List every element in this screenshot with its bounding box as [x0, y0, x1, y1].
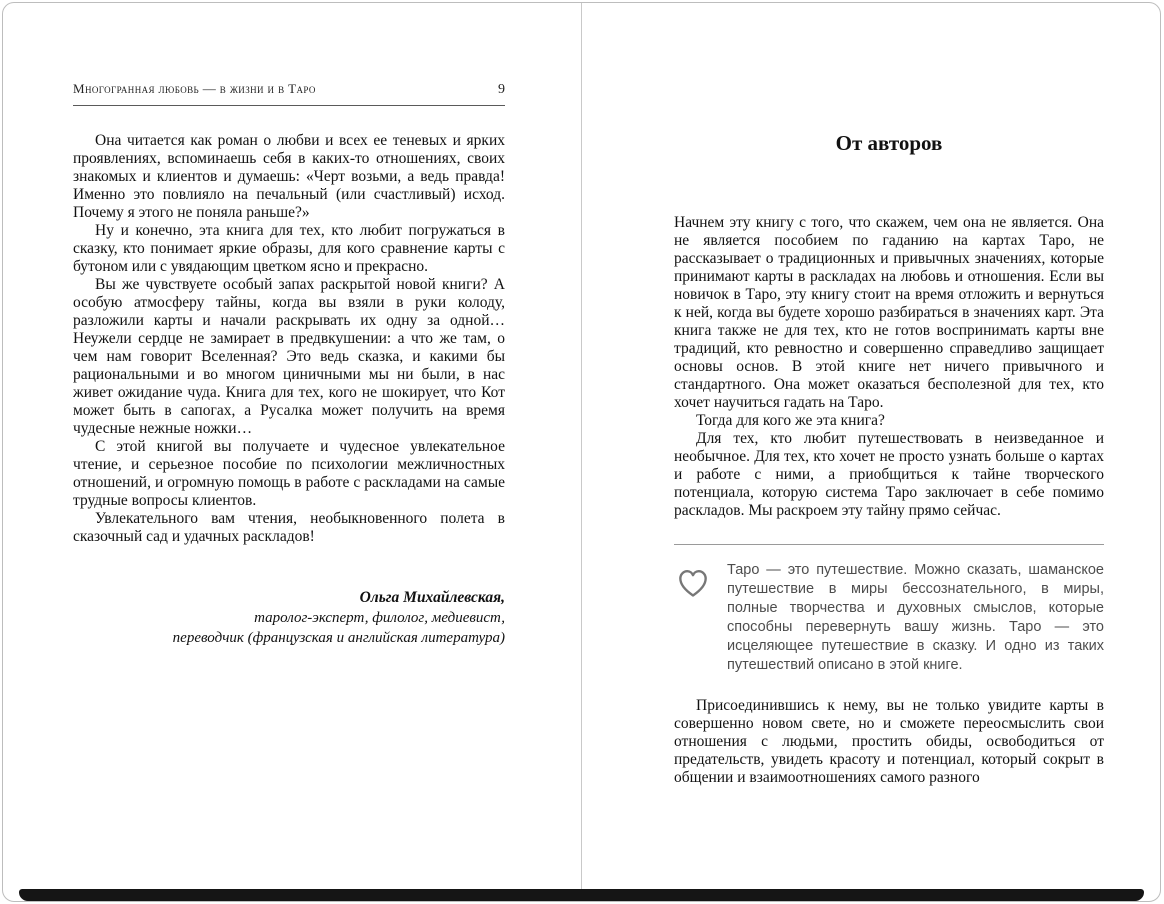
paragraph: Начнем эту книгу с того, что скажем, чем она не является. Она не является пособием по гаданию на картах Таро, не рассказывает о традиционных и привычных значениях, которые принимают карты в раскладах на любовь и отношения. Если вы новичок в Таро, эту книгу стоит на время отложить и вернуться к ней, когда вы будете хорошо разбираться в значениях карт. Эта книга также не для тех, кто не готов воспринимать карты вне традиций, кто ревностно и совершенно справедливо защищает основы основ. В этой книге нет ничего привычного и стандартного. Она может оказаться бесполезной для тех, кто хочет научиться гадать на Таро. — [674, 214, 1104, 411]
paragraph: Увлекательного вам чтения, необыкновенного полета в сказочный сад и удачных раскладов! — [73, 510, 505, 545]
signature-name: Ольга Михайлевская, — [359, 589, 505, 606]
left-page-content — [73, 81, 505, 648]
signature-role-line2: переводчик (французская и английская литература) — [172, 630, 505, 646]
running-head — [73, 81, 505, 106]
closing-text — [674, 697, 1104, 787]
left-page — [3, 3, 581, 889]
callout-text: Таро — это путешествие. Можно сказать, шаманское путешествие в миры бессознательного, в миры, полные творчества и духовных смыслов, которые способны перевернуть вашу жизнь. Таро — это исцеляющее путешествие в сказку. И одно из таких путешествий описано в этой книге. — [727, 562, 1104, 673]
author-signature — [73, 588, 505, 648]
paragraph: Тогда для кого же эта книга? — [696, 412, 885, 429]
right-page — [582, 3, 1160, 889]
heart-outline-icon — [674, 563, 712, 601]
paragraph: Ну и конечно, эта книга для тех, кто любит погружаться в сказку, кто понимает яркие образы, для кого сравнение карты с бутоном или с увядающим цветком ясно и прекрасно. — [73, 222, 505, 275]
signature-role-line1: таролог-эксперт, филолог, медиевист, — [254, 610, 505, 626]
page-gutter-divider — [581, 3, 582, 889]
book-bottom-edge — [19, 889, 1144, 901]
callout-block — [674, 544, 1104, 675]
chapter-title: От авторов — [835, 131, 943, 155]
book-spread — [2, 2, 1161, 902]
paragraph: Присоединившись к нему, вы не только увидите карты в совершенно новом свете, но и сможете переосмыслить свои отношения с людьми, простить обиды, освободиться от предательств, увидеть красоту и потенциал, который сокрыт в общении и взаимоотношениях самого разного — [674, 697, 1104, 786]
paragraph: С этой книгой вы получаете и чудесное увлекательное чтение, и серьезное пособие по психологии межличностных отношений, и огромную помощь в работе с раскладами на самые трудные вопросы клиентов. — [73, 438, 505, 509]
page-number: 9 — [498, 82, 505, 97]
paragraph: Она читается как роман о любви и всех ее теневых и ярких проявлениях, вспоминаешь себя в каких-то отношениях, своих знакомых и клиентов и думаешь: «Черт возьми, а ведь правда! Именно это повлияло на печальный (или счастливый) исход. Почему я этого не поняла раньше?» — [73, 132, 505, 221]
running-head-title: Многогранная любовь — в жизни и в Таро — [73, 81, 316, 96]
right-page-content — [674, 131, 1104, 787]
paragraph: Вы же чувствуете особый запах раскрытой новой книги? А особую атмосферу тайны, когда вы взяли в руки колоду, разложили карты и начали раскрывать их одну за одной… Неужели сердце не замирает в предвкушении: а что же там, о чем нам говорит Вселенная? Это ведь сказка, и какими бы рациональными и во многом циничными мы ни были, в нас живет ожидание чуда. Книга для тех, кого не шокирует, что Кот может быть в сапогах, а Русалка может получить на время чудесные нежные ножки… — [73, 276, 505, 437]
paragraph: Для тех, кто любит путешествовать в неизведанное и необычное. Для тех, кто хочет не просто узнать больше о картах и работе с ними, а приобщиться к тайне творческого потенциала, которую система Таро заключает в себе помимо раскладов. Мы раскроем эту тайну прямо сейчас. — [674, 430, 1104, 519]
left-body-text — [73, 132, 505, 546]
right-body-text — [674, 214, 1104, 520]
